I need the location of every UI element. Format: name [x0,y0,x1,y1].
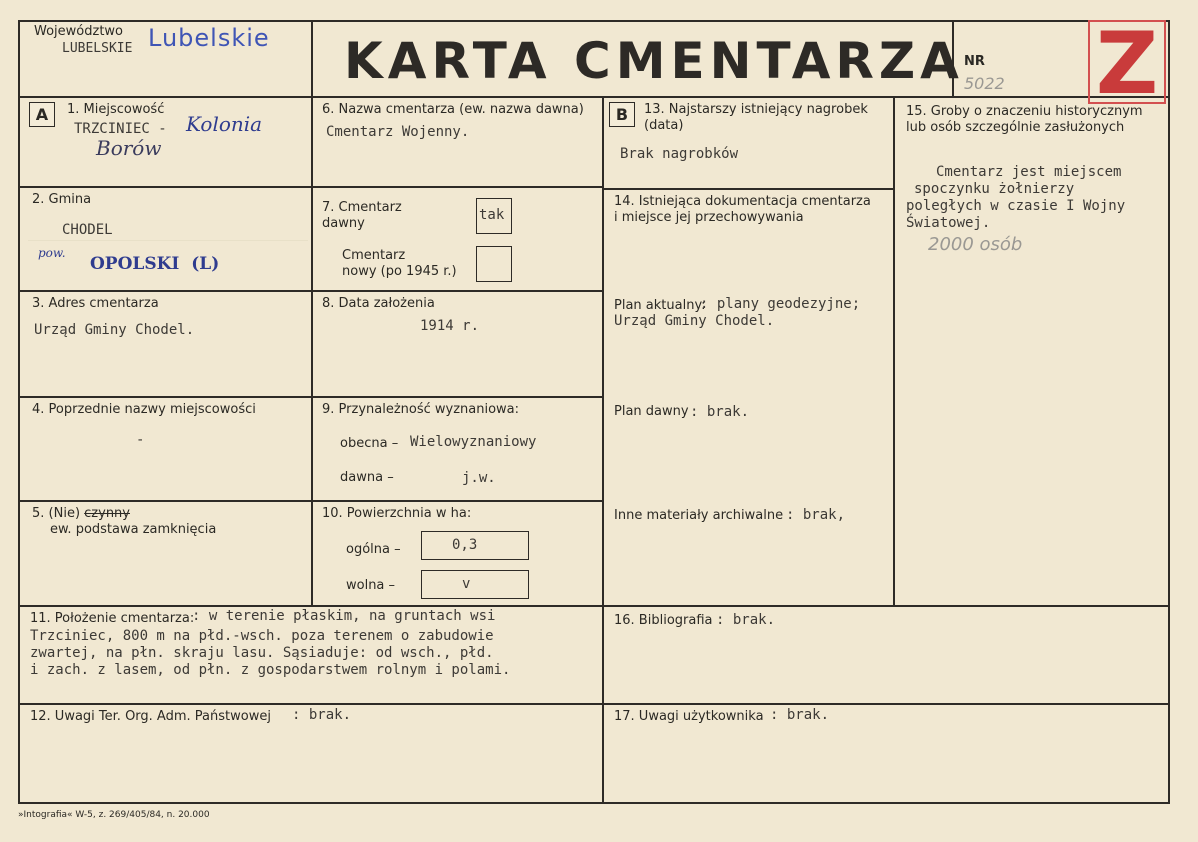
plan-dawny-typed: : brak. [690,404,750,420]
row-divider-c3-1 [603,188,894,190]
row-divider-1 [18,186,312,188]
uwagi-ter-typed: : brak. [292,707,352,723]
row-divider-4 [18,500,312,502]
gmina-label: 2. Gmina [32,192,92,207]
row-divider-c2-1 [312,186,604,188]
data-zalozenia-typed: 1914 r. [420,318,480,334]
groby-typed-2: spoczynku żołnierzy [914,181,1075,197]
row-divider-bottom-2 [18,703,1170,705]
zamkniecia-label: ew. podstawa zamknięcia [50,522,217,537]
uwagi-uzytkownika-typed: : brak. [770,707,830,723]
poprzednie-typed: - [136,432,145,448]
wolna-box [421,570,529,599]
section-b-box: B [609,102,635,127]
gmina-typed: CHODEL [62,222,113,238]
miejscowosc-typed: TRZCINIEC - [74,121,167,137]
row-divider-bottom-1 [18,605,1170,607]
z-mark-box [1088,14,1166,114]
nazwa-typed: Cmentarz Wojenny. [326,124,470,140]
cmentarz-nowy-box [476,246,512,282]
wolna-value: v [462,576,471,592]
najstarszy-typed: Brak nagrobków [620,146,739,162]
nie-czynny-prefix: 5. (Nie) [32,506,81,521]
wojewodztwo-label: Województwo [34,24,124,39]
najstarszy-label: 13. Najstarszy istniejący nagrobek (data) [644,102,868,133]
polozenie-label: 11. Położenie cmentarza: [30,611,195,626]
ogolna-box [421,531,529,560]
uwagi-ter-label: 12. Uwagi Ter. Org. Adm. Państwowej [30,709,271,724]
frame-left [18,20,20,803]
dawna-value: j.w. [462,470,496,486]
groby-label: 15. Groby o znaczeniu historycznym lub osób szczególnie zasłużonych [906,104,1143,135]
nazwa-label: 6. Nazwa cmentarza (ew. nazwa dawna) [322,102,584,117]
nie-czynny-struck: czynny [84,506,130,521]
miejscowosc-handwritten-1: Kolonia [186,112,263,136]
polozenie-typed-4: i zach. z lasem, od płn. z gospodarstwem rolnym i polami. [30,662,511,678]
header-divider [18,96,1170,98]
section-a-box: A [29,102,55,127]
groby-typed-1: Cmentarz jest miejscem [936,164,1122,180]
row-divider-2 [18,290,312,292]
plan-aktualny-label: Plan aktualny: [614,298,706,313]
dawna-label: dawna – [340,470,394,485]
row-divider-c2-3 [312,396,604,398]
frame-top [18,20,1170,22]
col-divider-3 [893,96,895,606]
powiat-value: OPOLSKI (L) [90,254,220,274]
data-zalozenia-label: 8. Data założenia [322,296,435,311]
przynaleznosc-label: 9. Przynależność wyznaniowa: [322,402,520,417]
plan-aktualny-typed-1: : plany geodezyjne; [700,296,861,312]
uwagi-uzytkownika-label: 17. Uwagi użytkownika [614,709,764,724]
poprzednie-label: 4. Poprzednie nazwy miejscowości [32,402,256,417]
print-footer: »Intografia« W-5, z. 269/405/84, n. 20.000 [18,810,210,820]
bibliografia-label: 16. Bibliografia [614,613,713,628]
nie-czynny-label [32,506,130,522]
cmentarz-nowy-label: Cmentarz nowy (po 1945 r.) [342,248,457,279]
powierzchnia-label: 10. Powierzchnia w ha: [322,506,472,521]
obecna-value: Wielowyznaniowy [410,434,537,450]
nr-value: 5022 [964,74,1005,93]
row-divider-c2-4 [312,500,604,502]
obecna-label: obecna – [340,436,399,451]
wojewodztwo-stamp: Lubelskie [148,24,270,52]
row-divider-c2-2 [312,290,604,292]
wolna-label: wolna – [346,578,396,593]
powiat-label: pow. [38,246,66,260]
groby-typed-4: Światowej. [906,215,991,231]
adres-typed: Urząd Gminy Chodel. [34,322,195,338]
ogolna-label: ogólna – [346,542,401,557]
row-divider-3 [18,396,312,398]
groby-pencil-note: 2000 osób [928,234,1023,255]
wojewodztwo-typed: LUBELSKIE [62,41,133,56]
plan-dawny-label: Plan dawny [614,404,689,419]
dokumentacja-label: 14. Istniejąca dokumentacja cmentarza i miejsce jej przechowywania [614,194,871,225]
miejscowosc-label: 1. Miejscowość [67,102,165,117]
cmentarz-dawny-label: 7. Cmentarz dawny [322,200,402,231]
plan-aktualny-typed-2: Urząd Gminy Chodel. [614,313,775,329]
card-title: KARTA CMENTARZA [344,32,964,90]
cmentarz-dawny-box [476,198,512,234]
frame-right [1168,20,1170,803]
inne-typed: : brak, [786,507,846,523]
col-divider-2 [602,96,604,802]
groby-typed-3: poległych w czasie I Wojny [906,198,1126,214]
col-divider-1 [311,20,313,606]
nr-label: NR [964,54,985,69]
bibliografia-typed: : brak. [716,612,776,628]
z-mark: Z [1095,14,1159,114]
cmentarz-dawny-value: tak [479,207,505,223]
miejscowosc-handwritten-2: Borów [96,136,162,160]
polozenie-typed-2: Trzciniec, 800 m na płd.-wsch. poza terenem o zabudowie [30,628,494,644]
frame-bottom [18,802,1170,804]
adres-label: 3. Adres cmentarza [32,296,159,311]
polozenie-typed-1: : w terenie płaskim, na gruntach wsi [192,608,496,624]
gmina-inner-line [28,240,308,241]
inne-label: Inne materiały archiwalne [614,508,784,523]
polozenie-typed-3: zwartej, na płn. skraju lasu. Sąsiaduje: od wsch., płd. [30,645,494,661]
ogolna-value: 0,3 [452,537,478,553]
